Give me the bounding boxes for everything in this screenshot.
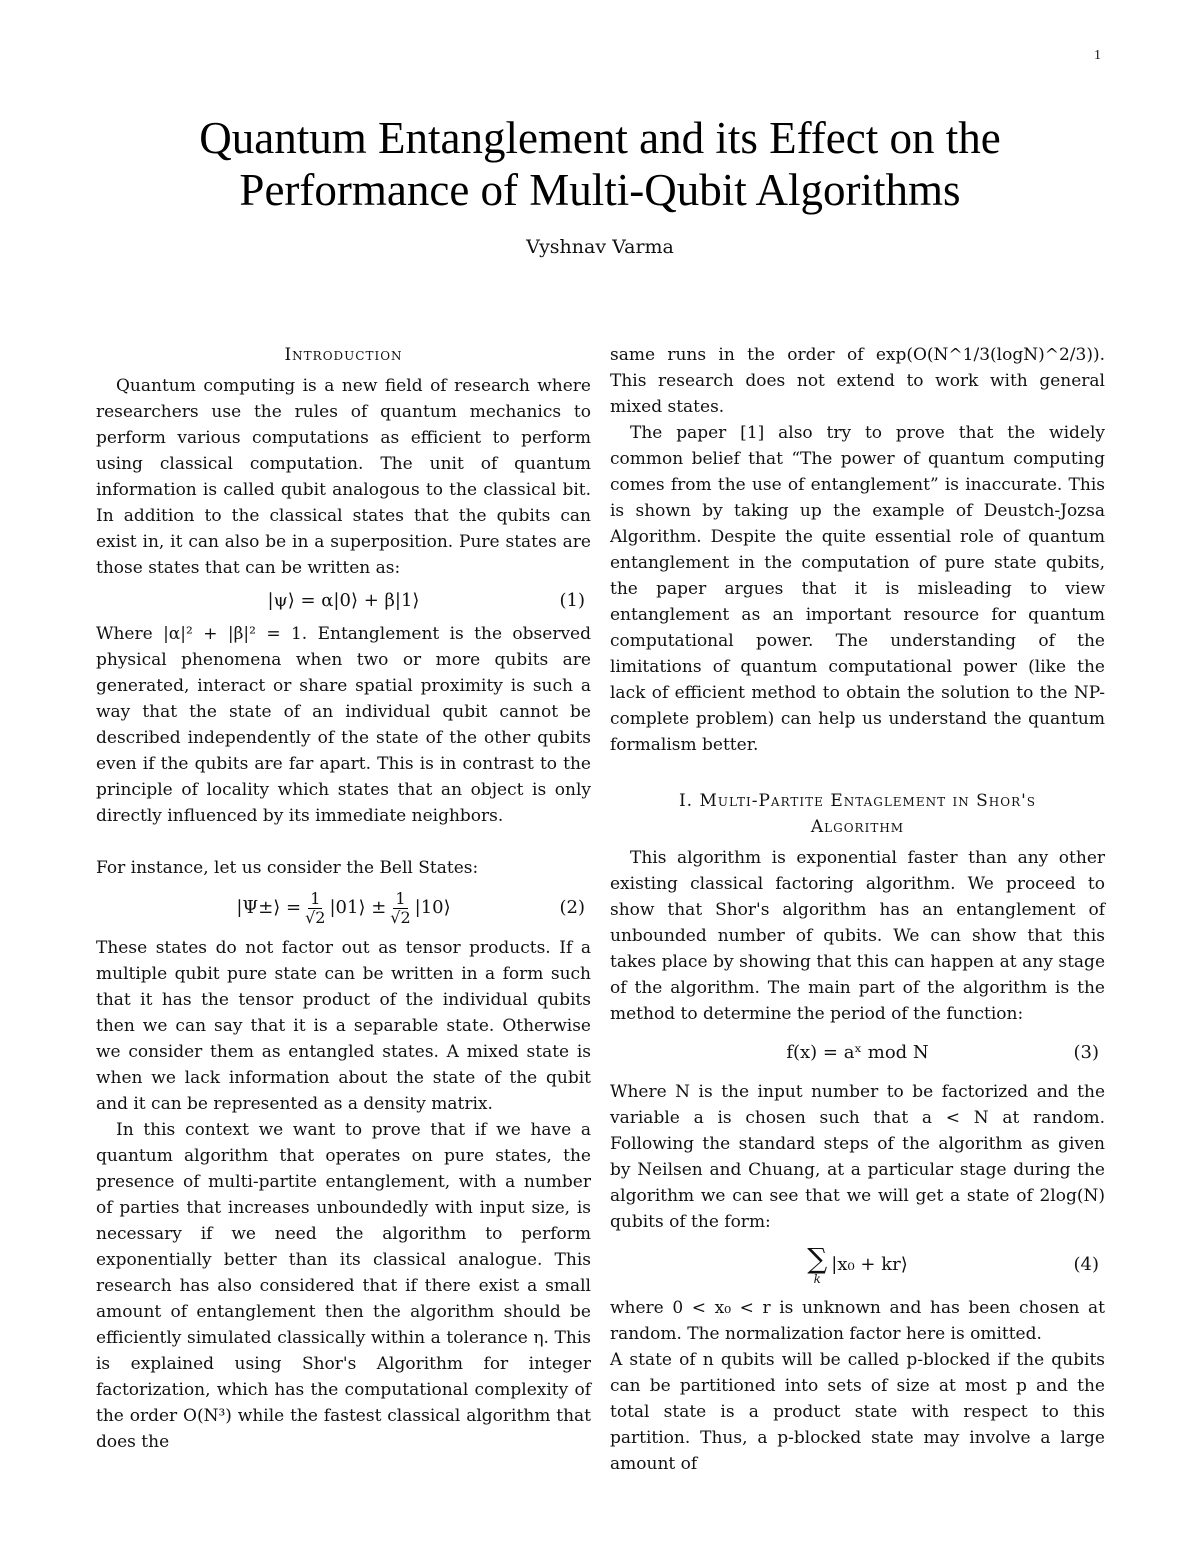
summation-sign: ∑ k: [807, 1242, 828, 1286]
equation-3: [610, 1027, 1105, 1079]
fraction-denominator: √2: [305, 907, 326, 927]
title-line-1: Quantum Entanglement and its Effect on the: [199, 113, 1001, 163]
paragraph: same runs in the order of exp(O(N^1/3(logN)^2/3)). This research does not extend to work with general mixed states.: [610, 345, 1105, 417]
equation-3-number: (3): [1073, 1042, 1099, 1063]
section-heading-line-1: I. Multi-Partite Entaglement in Shor's: [678, 791, 1037, 811]
paper-title: [0, 112, 1200, 216]
author-name: Vyshnav Varma: [526, 236, 674, 258]
paragraph: where 0 < x₀ < r is unknown and has been chosen at random. The normalization factor here is omitted.: [610, 1298, 1105, 1344]
paragraph: A state of n qubits will be called p-blocked if the qubits can be partitioned into sets of size at most p and the total state is a product state with respect to this partition. Thus, a p-blocked state may involve a large amount of: [610, 1350, 1105, 1474]
equation-2-middle: |01⟩ ±: [329, 897, 387, 918]
paragraph: In this context we want to prove that if we have a quantum algorithm that operates on pure states, the presence of multi-partite entanglement, with a number of parties that increases unboundedly with input size, is necessary if we need the algorithm to perform exponentially better than its classical analogue. This research has also considered that if there exist a small amount of entanglement then the algorithm should be efficiently simulated classically within a tolerance η. This is explained using Shor's Algorithm for integer factorization, which has the computational complexity of the order O(N³) while the fastest classical algorithm that does the: [96, 1120, 591, 1452]
equation-4-number: (4): [1073, 1254, 1099, 1275]
equation-2-left: |Ψ±⟩ =: [236, 897, 302, 918]
summation-index: k: [813, 1272, 821, 1286]
equation-4: [610, 1235, 1105, 1295]
left-column: [96, 342, 591, 1455]
title-line-2: Performance of Multi-Qubit Algorithms: [239, 165, 961, 215]
paragraph: Where N is the input number to be factorized and the variable a is chosen such that a < N at random. Following the standard steps of the algorithm as given by Neilsen and Chuang, at a particular stage during the algorithm we can see that we will get a state of 2log(N) qubits of the form:: [610, 1082, 1105, 1232]
fraction-numerator: 1: [395, 888, 406, 908]
equation-3-expression: f(x) = aˣ mod N: [786, 1042, 929, 1063]
paragraph: This algorithm is exponential faster than any other existing classical factoring algorithm. We proceed to show that Shor's algorithm has an entanglement of unbounded number of qubits. We can show that this takes place by showing that this can happen at any stage of the algorithm. The main part of the algorithm is the method to determine the period of the function:: [610, 848, 1105, 1024]
section-heading-introduction: Introduction: [284, 345, 403, 365]
fraction-numerator: 1: [310, 888, 321, 908]
paragraph: For instance, let us consider the Bell States:: [96, 858, 479, 878]
fraction-denominator: √2: [390, 907, 411, 927]
paragraph: These states do not factor out as tensor products. If a multiple qubit pure state can be written in a form such that it has the tensor product of the individual qubits then we can say that it is a separable state. Otherwise we consider them as entangled states. A mixed state is when we lack information about the state of the qubit and it can be represented as a density matrix.: [96, 938, 591, 1114]
equation-1: [96, 581, 591, 621]
section-heading-shor: [610, 788, 1105, 840]
equation-1-number: (1): [559, 590, 585, 611]
paragraph: The paper [1] also try to prove that the widely common belief that “The power of quantum computing comes from the use of entanglement” is inaccurate. This is shown by taking up the example of Deustch-Jozsa Algorithm. Despite the quite essential role of quantum entanglement in the computation of pure state qubits, the paper argues that it is misleading to view entanglement as an important resource for quantum computational power. The understanding of the limitations of quantum computational power (like the lack of efficient method to obtain the solution to the NP-complete problem) can help us understand the quantum formalism better.: [610, 423, 1105, 755]
equation-2-fraction-a: [303, 890, 327, 927]
right-column: [610, 342, 1105, 1477]
section-heading-line-2: Algorithm: [810, 817, 905, 837]
equation-1-expression: |ψ⟩ = α|0⟩ + β|1⟩: [267, 590, 420, 611]
paragraph: Quantum computing is a new field of research where researchers use the rules of quantum mechanics to perform various computations as efficient to perform using classical computation. The unit of quantum information is called qubit analogous to the classical bit. In addition to the classical states that the qubits can exist in, it can also be in a superposition. Pure states are those states that can be written as:: [96, 376, 591, 578]
equation-2: [96, 881, 591, 935]
equation-2-number: (2): [559, 897, 585, 918]
equation-2-fraction-b: [388, 890, 412, 927]
page-number: 1: [1094, 48, 1101, 63]
paragraph: Where |α|² + |β|² = 1. Entanglement is the observed physical phenomena when two or more qubits are generated, interact or share spatial proximity is such a way that the state of an individual qubit cannot be described independently of the state of the other qubits even if the qubits are far apart. This is in contrast to the principle of locality which states that an object is only directly influenced by its immediate neighbors.: [96, 624, 591, 826]
equation-2-end: |10⟩: [414, 897, 451, 918]
equation-4-body: |x₀ + kr⟩: [831, 1254, 908, 1275]
